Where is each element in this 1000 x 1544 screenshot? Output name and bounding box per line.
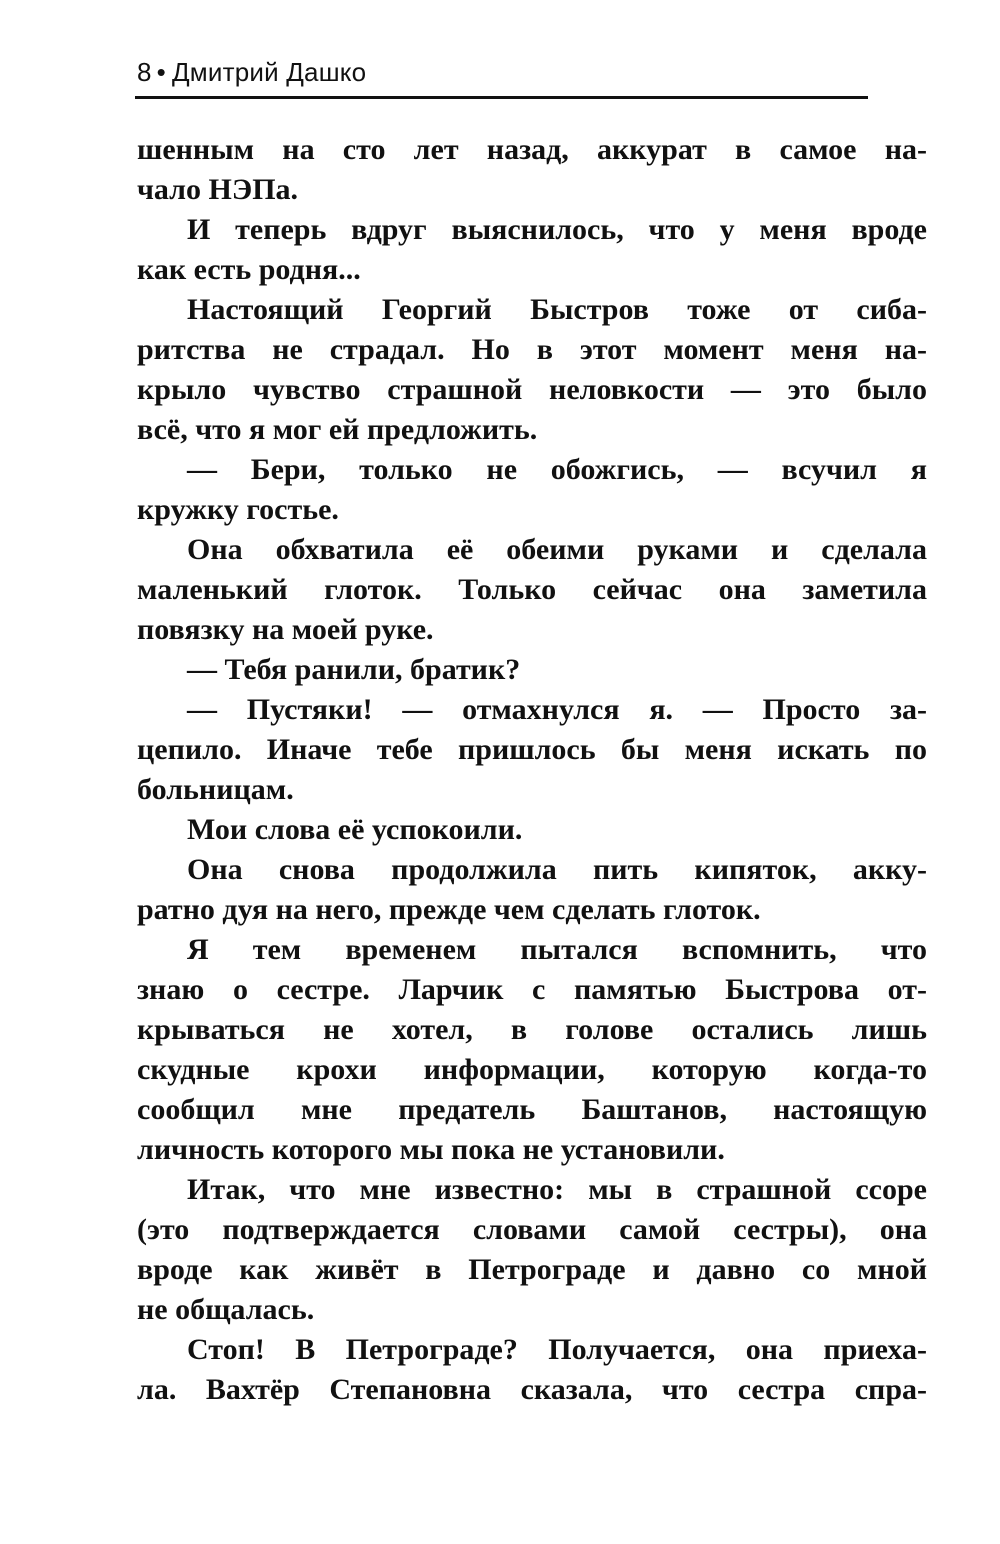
paragraph [137, 690, 927, 810]
paragraph [137, 930, 927, 1170]
paragraph [137, 650, 927, 690]
text-line: крыло чувство страшной неловкости — это было [137, 373, 927, 406]
text-line: скудные крохи информации, которую когда-то [137, 1053, 927, 1086]
text-line: И теперь вдруг выяснилось, что у меня вроде [187, 213, 927, 246]
text-line: знаю о сестре. Ларчик с памятью Быстрова от- [137, 973, 927, 1006]
paragraph [137, 450, 927, 530]
text-line: маленький глоток. Только сейчас она заметила [137, 573, 927, 606]
text-line: ла. Вахтёр Степановна сказала, что сестра спра- [137, 1373, 927, 1406]
text-line: Итак, что мне известно: мы в страшной ссоре [187, 1173, 927, 1206]
text-line: больницам. [137, 773, 294, 806]
text-line: — Бери, только не обожгись, — всучил я [187, 453, 927, 486]
running-head [137, 56, 366, 88]
page-number: 8 [137, 57, 152, 87]
text-line: Мои слова её успокоили. [187, 813, 523, 846]
paragraph [137, 850, 927, 930]
text-line: крываться не хотел, в голове остались лишь [137, 1013, 927, 1046]
paragraph [137, 210, 927, 290]
paragraph [137, 1330, 927, 1410]
paragraph [137, 290, 927, 450]
text-line: личность которого мы пока не установили. [137, 1133, 725, 1166]
text-line: Настоящий Георгий Быстров тоже от сиба- [187, 293, 927, 326]
text-line: повязку на моей руке. [137, 613, 434, 646]
header-separator: • [156, 57, 166, 87]
text-line: Она снова продолжила пить кипяток, акку- [187, 853, 927, 886]
text-line: — Пустяки! — отмахнулся я. — Просто за- [187, 693, 927, 726]
text-line: всё, что я мог ей предложить. [137, 413, 538, 446]
text-line: ритства не страдал. Но в этот момент меня на- [137, 333, 927, 366]
paragraph [137, 530, 927, 650]
text-line: шенным на сто лет назад, аккурат в самое на- [137, 133, 927, 166]
text-line: чало НЭПа. [137, 173, 299, 206]
paragraph [137, 810, 927, 850]
text-line: Я тем временем пытался вспомнить, что [187, 933, 927, 966]
text-line: Стоп! В Петрограде? Получается, она приеха- [187, 1333, 927, 1366]
text-line: Она обхватила её обеими руками и сделала [187, 533, 927, 566]
text-line: как есть родня... [137, 253, 361, 286]
paragraph [137, 1170, 927, 1330]
text-line: ратно дуя на него, прежде чем сделать глоток. [137, 893, 761, 926]
text-line: — Тебя ранили, братик? [187, 653, 521, 686]
header-rule [135, 96, 868, 99]
text-line: сообщил мне предатель Баштанов, настоящую [137, 1093, 927, 1126]
text-line: не общалась. [137, 1293, 315, 1326]
text-line: цепило. Иначе тебе пришлось бы меня искать по [137, 733, 927, 766]
body-text [137, 130, 927, 1410]
text-line: вроде как живёт в Петрограде и давно со мной [137, 1253, 927, 1286]
text-line: кружку гостье. [137, 493, 339, 526]
paragraph [137, 130, 927, 210]
text-line: (это подтверждается словами самой сестры), она [137, 1213, 927, 1246]
author-name: Дмитрий Дашко [171, 57, 367, 87]
